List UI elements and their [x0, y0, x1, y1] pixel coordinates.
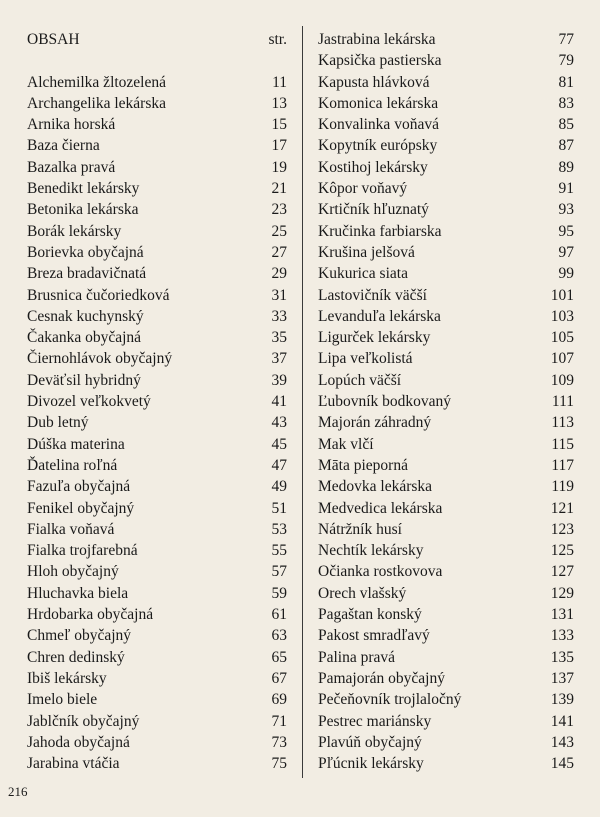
toc-entry-page: 17	[271, 137, 287, 155]
toc-entry	[318, 327, 574, 348]
toc-entry-page: 123	[550, 520, 574, 538]
toc-entry-name: Lastovičník väčší	[318, 286, 427, 304]
toc-entry-page: 25	[271, 222, 287, 240]
toc-entry-name: Imelo biele	[27, 691, 98, 709]
toc-entry	[318, 72, 574, 93]
toc-entry-page: 95	[558, 222, 574, 240]
page-number: 216	[8, 784, 28, 799]
toc-entry-name: Bazalka pravá	[27, 158, 116, 176]
toc-entry-name: Benedikt lekársky	[27, 180, 140, 198]
toc-entry	[318, 604, 574, 625]
toc-entry	[27, 455, 287, 476]
toc-entry-page: 21	[271, 180, 287, 198]
toc-entry	[318, 498, 574, 519]
toc-entry	[318, 242, 574, 263]
toc-entry-name: Fazuľa obyčajná	[27, 478, 131, 496]
toc-entry-name: Breza bradavičnatá	[27, 265, 147, 283]
toc-entry	[318, 412, 574, 433]
toc-entry-name: Brusnica čučoriedková	[27, 286, 170, 304]
toc-entry-page: 125	[550, 542, 574, 560]
toc-entry-name: Baza čierna	[27, 137, 100, 155]
toc-entry	[318, 370, 574, 391]
toc-entry	[27, 306, 287, 327]
toc-entry-page: 117	[551, 456, 574, 474]
toc-entry-name: Kukurica siata	[318, 265, 408, 283]
toc-entry	[27, 72, 287, 93]
toc-entry-page: 113	[551, 414, 574, 432]
toc-entry	[318, 263, 574, 284]
toc-entry	[318, 306, 574, 327]
toc-entry-page: 101	[550, 286, 574, 304]
toc-right-column	[318, 29, 574, 774]
toc-entry-page: 55	[271, 542, 287, 560]
toc-entry-page: 99	[558, 265, 574, 283]
toc-entry-name: Fenikel obyčajný	[27, 499, 135, 517]
toc-entry-page: 13	[271, 94, 287, 112]
toc-entry	[27, 178, 287, 199]
toc-entry	[318, 711, 574, 732]
toc-entry-page: 47	[271, 456, 287, 474]
toc-entry	[318, 753, 574, 774]
toc-entry	[318, 114, 574, 135]
toc-entry-page: 31	[271, 286, 287, 304]
toc-entry-page: 35	[271, 329, 287, 347]
toc-entry-name: Palina pravá	[318, 648, 396, 666]
toc-entry-name: Arnika horská	[27, 116, 116, 134]
toc-entry-name: Lipa veľkolistá	[318, 350, 413, 368]
toc-entry-name: Pakost smradľavý	[318, 627, 430, 645]
toc-entry-name: Kôpor voňavý	[318, 180, 408, 198]
toc-entry	[27, 583, 287, 604]
toc-entry-name: Komonica lekárska	[318, 94, 439, 112]
toc-entry	[318, 29, 574, 50]
toc-entry-name: Orech vlašský	[318, 584, 407, 602]
toc-entry	[27, 476, 287, 497]
toc-entry-page: 121	[550, 499, 574, 517]
toc-entry-page: 111	[551, 393, 574, 411]
toc-entry	[318, 689, 574, 710]
toc-entry	[27, 199, 287, 220]
toc-entry-name: Čakanka obyčajná	[27, 329, 142, 347]
toc-entry-name: Konvalinka voňavá	[318, 116, 439, 134]
toc-entry-page: 115	[551, 435, 574, 453]
toc-entry	[318, 476, 574, 497]
toc-entry-name: Krtičník hľuznatý	[318, 201, 429, 219]
toc-entry	[27, 519, 287, 540]
toc-entry	[318, 732, 574, 753]
toc-entry	[27, 732, 287, 753]
toc-entry	[318, 540, 574, 561]
toc-entry	[318, 519, 574, 540]
page-column-label: str.	[268, 31, 287, 48]
toc-entry-page: 93	[558, 201, 574, 219]
toc-entry	[27, 412, 287, 433]
toc-entry	[318, 178, 574, 199]
toc-entry-page: 105	[550, 329, 574, 347]
toc-entry-page: 65	[271, 648, 287, 666]
toc-entry-name: Nechtík lekársky	[318, 542, 424, 560]
toc-entry	[27, 625, 287, 646]
toc-entry-name: Betonika lekárska	[27, 201, 139, 219]
toc-entry-name: Pagaštan konský	[318, 606, 422, 624]
toc-entry	[318, 348, 574, 369]
toc-entry	[27, 242, 287, 263]
toc-entry-name: Fialka trojfarebná	[27, 542, 138, 560]
toc-entry-name: Ibiš lekársky	[27, 669, 107, 687]
toc-entry-page: 81	[558, 73, 574, 91]
toc-entry-name: Jahoda obyčajná	[27, 733, 130, 751]
toc-right-list	[318, 29, 574, 774]
toc-entry-page: 135	[550, 648, 574, 666]
toc-entry	[318, 199, 574, 220]
toc-entry-page: 119	[551, 478, 574, 496]
toc-entry-page: 63	[271, 627, 287, 645]
toc-entry	[318, 157, 574, 178]
toc-entry	[318, 455, 574, 476]
toc-entry-page: 57	[271, 563, 287, 581]
toc-entry	[27, 135, 287, 156]
toc-entry-page: 79	[558, 52, 574, 70]
toc-entry-page: 71	[271, 712, 287, 730]
toc-entry	[318, 434, 574, 455]
toc-entry-name: Kopytník európsky	[318, 137, 438, 155]
toc-entry-page: 73	[271, 733, 287, 751]
toc-entry-name: Kapusta hlávková	[318, 73, 430, 91]
toc-entry	[27, 348, 287, 369]
toc-entry-name: Māta pieporná	[318, 456, 408, 474]
toc-entry-page: 67	[271, 669, 287, 687]
toc-entry-name: Pamajorán obyčajný	[318, 669, 445, 687]
toc-entry-name: Jablčník obyčajný	[27, 712, 140, 730]
toc-entry-name: Borák lekársky	[27, 222, 122, 240]
toc-entry-name: Fialka voňavá	[27, 520, 115, 538]
toc-entry-name: Plavúň obyčajný	[318, 733, 422, 751]
toc-entry-name: Chren dedinský	[27, 648, 125, 666]
toc-entry-page: 129	[550, 584, 574, 602]
toc-entry-name: Jastrabina lekárska	[318, 31, 436, 48]
toc-left-list	[27, 72, 287, 775]
toc-entry	[27, 647, 287, 668]
toc-entry-page: 143	[550, 733, 574, 751]
toc-entry-page: 59	[271, 584, 287, 602]
toc-entry	[318, 391, 574, 412]
toc-entry-name: Mak vlčí	[318, 435, 374, 453]
toc-entry	[27, 498, 287, 519]
toc-entry-page: 133	[550, 627, 574, 645]
toc-entry-page: 83	[558, 94, 574, 112]
toc-entry	[318, 668, 574, 689]
toc-entry	[27, 711, 287, 732]
toc-entry	[27, 753, 287, 774]
toc-entry-name: Ligurček lekársky	[318, 329, 431, 347]
toc-entry-page: 87	[558, 137, 574, 155]
toc-entry	[27, 285, 287, 306]
toc-entry-page: 69	[271, 691, 287, 709]
toc-entry-name: Krušina jelšová	[318, 243, 415, 261]
toc-entry-page: 89	[558, 158, 574, 176]
toc-entry-name: Lopúch väčší	[318, 371, 402, 389]
toc-entry	[27, 114, 287, 135]
toc-entry-page: 27	[271, 243, 287, 261]
toc-left-column	[27, 29, 287, 774]
toc-entry-name: Kapsička pastierska	[318, 52, 442, 70]
toc-entry-page: 85	[558, 116, 574, 134]
toc-entry-page: 77	[558, 31, 574, 48]
toc-entry-name: Kručinka farbiarska	[318, 222, 442, 240]
toc-entry-name: Archangelika lekárska	[27, 94, 167, 112]
toc-entry	[318, 647, 574, 668]
toc-entry-name: Pestrec mariánsky	[318, 712, 432, 730]
toc-entry-name: Kostihoj lekársky	[318, 158, 428, 176]
toc-entry-page: 49	[271, 478, 287, 496]
toc-entry-page: 103	[550, 307, 574, 325]
toc-entry	[318, 583, 574, 604]
toc-entry-page: 19	[271, 158, 287, 176]
toc-header	[27, 29, 287, 50]
toc-entry-page: 51	[271, 499, 287, 517]
toc-entry-page: 45	[271, 435, 287, 453]
toc-entry	[318, 221, 574, 242]
toc-entry	[318, 285, 574, 306]
toc-entry-name: Hloh obyčajný	[27, 563, 119, 581]
toc-entry	[318, 93, 574, 114]
toc-entry-name: Majorán záhradný	[318, 414, 432, 432]
toc-entry-name: Hrdobarka obyčajná	[27, 606, 154, 624]
toc-entry-page: 41	[271, 393, 287, 411]
toc-entry-page: 39	[271, 371, 287, 389]
toc-entry-name: Ďatelina roľná	[27, 456, 118, 474]
toc-entry	[27, 434, 287, 455]
toc-entry-name: Nátržník husí	[318, 520, 402, 538]
toc-entry	[27, 221, 287, 242]
toc-entry-page: 131	[550, 606, 574, 624]
toc-entry	[318, 561, 574, 582]
toc-entry	[27, 157, 287, 178]
toc-entry-name: Medovka lekárska	[318, 478, 433, 496]
toc-entry-name: Alchemilka žltozelená	[27, 73, 167, 91]
toc-entry-page: 61	[271, 606, 287, 624]
toc-entry-name: Čiernohlávok obyčajný	[27, 350, 173, 368]
toc-entry	[318, 625, 574, 646]
toc-entry-page: 37	[271, 350, 287, 368]
toc-entry-name: Hluchavka biela	[27, 584, 129, 602]
toc-entry-name: Pečeňovník trojlaločný	[318, 691, 462, 709]
toc-entry-page: 109	[550, 371, 574, 389]
toc-entry-page: 137	[550, 669, 574, 687]
toc-entry-name: Cesnak kuchynský	[27, 307, 144, 325]
toc-entry-page: 139	[550, 691, 574, 709]
toc-entry-name: Medvedica lekárska	[318, 499, 443, 517]
toc-entry-page: 75	[271, 755, 287, 773]
toc-entry-name: Ľubovník bodkovaný	[318, 393, 452, 411]
toc-entry-name: Deväťsil hybridný	[27, 371, 141, 389]
toc-entry-page: 11	[272, 73, 287, 91]
toc-entry	[318, 50, 574, 71]
toc-entry-page: 145	[550, 755, 574, 773]
toc-entry-page: 15	[271, 116, 287, 134]
toc-entry	[27, 391, 287, 412]
column-divider	[302, 26, 303, 778]
toc-entry	[27, 370, 287, 391]
toc-entry	[318, 135, 574, 156]
toc-entry-page: 23	[271, 201, 287, 219]
toc-entry	[27, 93, 287, 114]
toc-entry-page: 107	[550, 350, 574, 368]
toc-entry-name: Pľúcnik lekársky	[318, 755, 424, 773]
toc-entry	[27, 668, 287, 689]
toc-entry-name: Divozel veľkokvetý	[27, 393, 151, 411]
toc-entry-name: Dub letný	[27, 414, 89, 432]
toc-entry	[27, 327, 287, 348]
toc-entry	[27, 540, 287, 561]
toc-entry-page: 91	[558, 180, 574, 198]
toc-entry-page: 97	[558, 243, 574, 261]
toc-entry	[27, 689, 287, 710]
toc-entry-page: 141	[550, 712, 574, 730]
toc-entry-name: Očianka rostkovova	[318, 563, 443, 581]
toc-title: OBSAH	[27, 31, 80, 48]
toc-entry-name: Levanduľa lekárska	[318, 307, 441, 325]
toc-entry-name: Dúška materina	[27, 435, 125, 453]
toc-entry-name: Chmeľ obyčajný	[27, 627, 132, 645]
toc-entry-page: 33	[271, 307, 287, 325]
toc-entry-page: 29	[271, 265, 287, 283]
toc-entry-page: 43	[271, 414, 287, 432]
toc-entry-name: Borievka obyčajná	[27, 243, 144, 261]
toc-entry-name: Jarabina vtáčia	[27, 755, 120, 773]
toc-entry	[27, 604, 287, 625]
toc-entry	[27, 561, 287, 582]
toc-entry	[27, 263, 287, 284]
toc-entry-page: 127	[550, 563, 574, 581]
toc-entry-page: 53	[271, 520, 287, 538]
